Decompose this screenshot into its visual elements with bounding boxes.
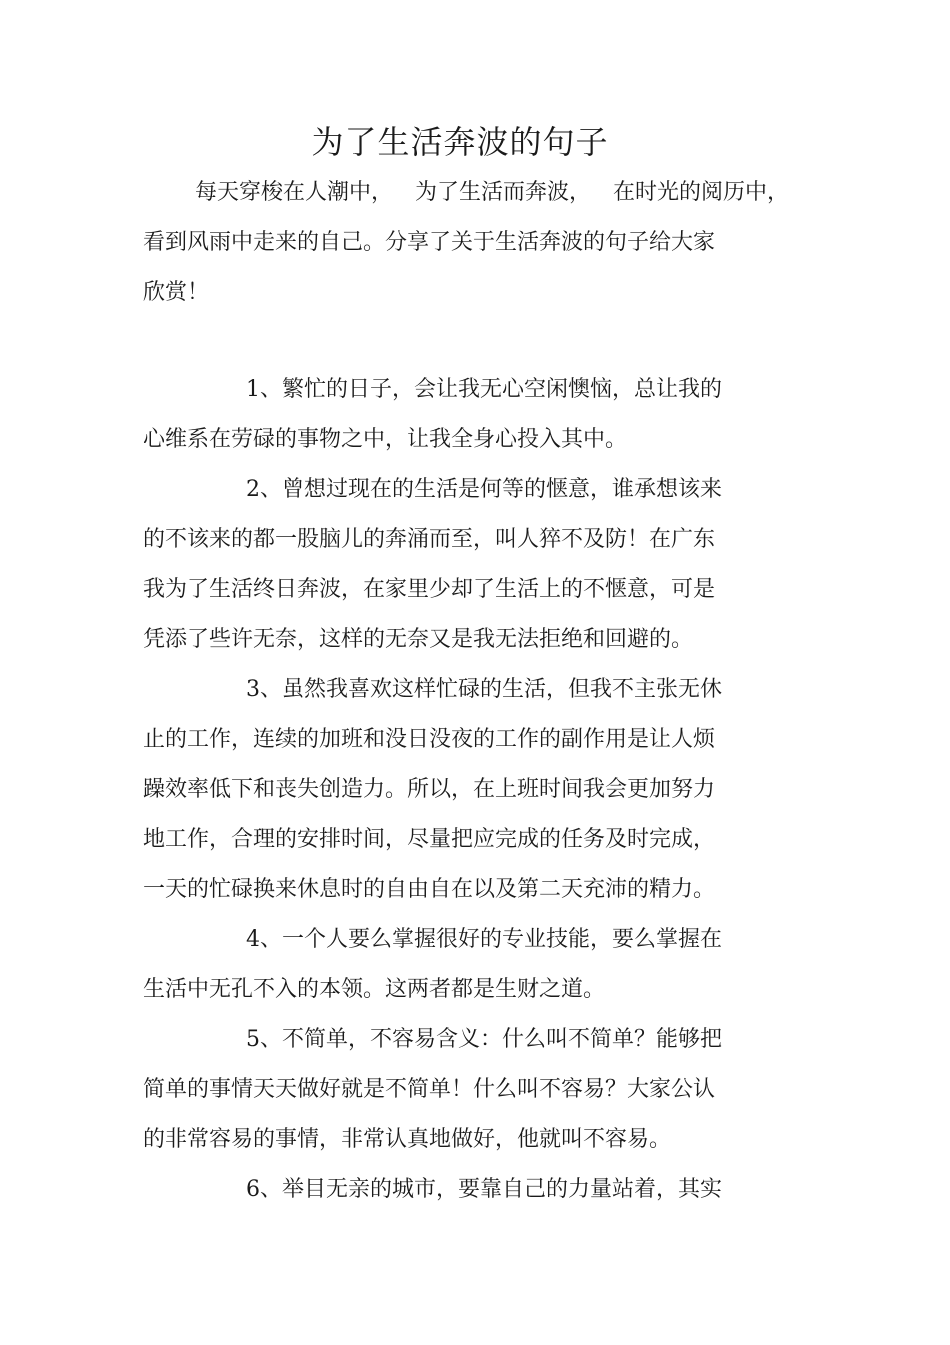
list-item-line: 1、繁忙的日子，会让我无心空闲懊恼，总让我的 bbox=[246, 377, 722, 402]
list-item-2 bbox=[143, 465, 803, 665]
intro-line-3: 欣赏！ bbox=[143, 280, 210, 305]
list-item-line: 的不该来的都一股脑儿的奔涌而至，叫人猝不及防！在广东 bbox=[143, 527, 716, 552]
document-title: 为了生活奔波的句子 bbox=[311, 123, 609, 161]
list-item-line: 简单的事情天天做好就是不简单！什么叫不容易？大家公认 bbox=[143, 1077, 716, 1102]
intro-line-2: 看到风雨中走来的自己。分享了关于生活奔波的句子给大家 bbox=[143, 230, 716, 255]
list-item-line: 地工作，合理的安排时间，尽量把应完成的任务及时完成， bbox=[143, 827, 716, 852]
intro-line-1-part-2: 为了生活而奔波， bbox=[415, 180, 592, 205]
list-item-1 bbox=[143, 365, 803, 465]
list-item-line: 4、一个人要么掌握很好的专业技能，要么掌握在 bbox=[246, 927, 722, 952]
list-item-line: 3、虽然我喜欢这样忙碌的生活，但我不主张无休 bbox=[246, 677, 722, 702]
list-item-line: 6、举目无亲的城市，要靠自己的力量站着，其实 bbox=[246, 1177, 722, 1202]
list-item-5 bbox=[143, 1015, 803, 1165]
list-item-3 bbox=[143, 665, 803, 915]
list-item-line: 我为了生活终日奔波，在家里少却了生活上的不惬意，可是 bbox=[143, 577, 716, 602]
intro-line-1 bbox=[143, 168, 803, 218]
items-list bbox=[143, 365, 803, 1215]
list-item-line: 凭添了些许无奈，这样的无奈又是我无法拒绝和回避的。 bbox=[143, 627, 694, 652]
list-item-line: 2、曾想过现在的生活是何等的惬意，谁承想该来 bbox=[246, 477, 722, 502]
list-item-line: 5、不简单，不容易含义：什么叫不简单？能够把 bbox=[246, 1027, 722, 1052]
list-item-line: 止的工作，连续的加班和没日没夜的工作的副作用是让人烦 bbox=[143, 727, 716, 752]
intro-line-1-part-3: 在时光的阅历中， bbox=[613, 180, 790, 205]
intro-paragraph bbox=[143, 168, 803, 318]
list-item-4 bbox=[143, 915, 803, 1015]
list-item-line: 心维系在劳碌的事物之中，让我全身心投入其中。 bbox=[143, 427, 628, 452]
list-item-line: 生活中无孔不入的本领。这两者都是生财之道。 bbox=[143, 977, 606, 1002]
list-item-line: 一天的忙碌换来休息时的自由自在以及第二天充沛的精力。 bbox=[143, 877, 716, 902]
list-item-6 bbox=[143, 1165, 803, 1215]
list-item-line: 躁效率低下和丧失创造力。所以，在上班时间我会更加努力 bbox=[143, 777, 716, 802]
list-item-line: 的非常容易的事情，非常认真地做好，他就叫不容易。 bbox=[143, 1127, 672, 1152]
intro-line-1-part-1: 每天穿梭在人潮中， bbox=[195, 180, 394, 205]
